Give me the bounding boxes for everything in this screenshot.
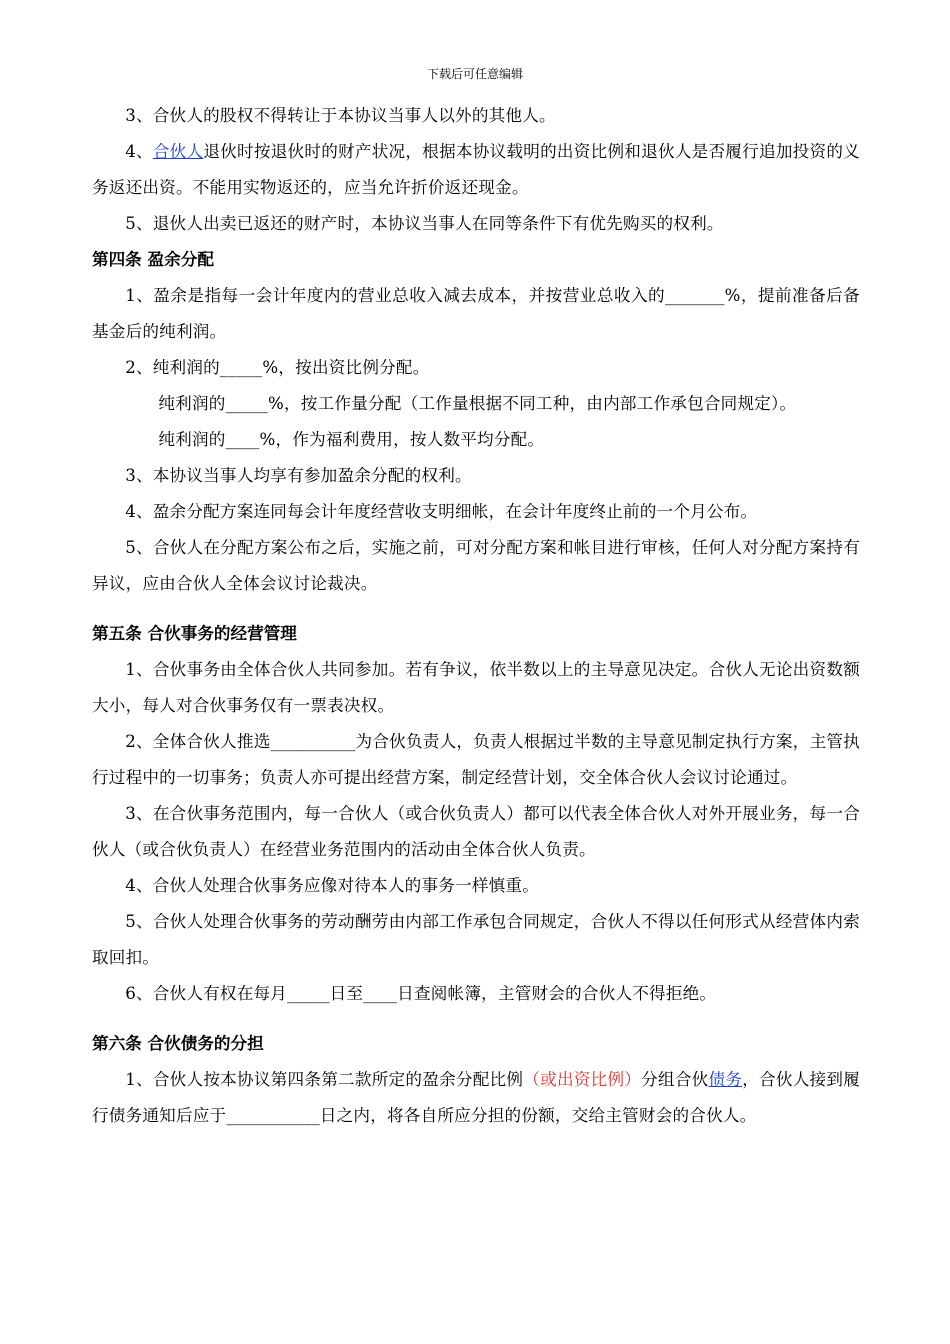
s4-paragraph-1: 1、盈余是指每一会计年度内的营业总收入减去成本，并按营业总收入的_______%，提前准备后备基金后的纯利润。 — [92, 286, 860, 341]
paragraph-text: ，合伙人接到履行债务通知后应于___________日之内，将各自所应分担的份额，交给主管财会的合伙人。 — [92, 1070, 861, 1125]
paragraph-5-preemption: 5、退伙人出卖已返还的财产时，本协议当事人在同等条件下有优先购买的权利。 — [125, 214, 724, 233]
s5-paragraph-2: 2、全体合伙人推选__________为合伙负责人，负责人根据过半数的主导意见制定执行方案，主管执行过程中的一切事务；负责人亦可提出经营方案，制定经营计划，交全体合伙人会议讨论通过。 — [92, 732, 860, 787]
s6-paragraph-1 — [92, 1062, 860, 1134]
section-heading-6: 第六条 合伙债务的分担 — [92, 1034, 264, 1053]
section-heading-5: 第五条 合伙事务的经营管理 — [92, 624, 297, 643]
paragraph-text: 1、合伙人按本协议第四条第二款所定的盈余分配比例 — [125, 1070, 524, 1089]
s5-paragraph-6: 6、合伙人有权在每月_____日至____日查阅帐簿，主管财会的合伙人不得拒绝。 — [125, 984, 717, 1003]
s4-paragraph-3: 纯利润的_____%，按工作量分配（工作量根据不同工种，由内部工作承包合同规定）。 — [158, 394, 797, 413]
s5-paragraph-1: 1、合伙事务由全体合伙人共同参加。若有争议，依半数以上的主导意见决定。合伙人无论出资数额大小，每人对合伙事务仅有一票表决权。 — [92, 660, 860, 715]
paragraph-text: 分组合伙 — [641, 1070, 709, 1089]
paragraph-4-withdrawal-refund — [92, 134, 860, 206]
red-note: （或出资比例） — [523, 1070, 642, 1089]
page-header: 下载后可任意编辑 — [426, 67, 523, 81]
s4-paragraph-7: 5、合伙人在分配方案公布之后，实施之前，可对分配方案和帐目进行审核，任何人对分配方案持有异议，应由合伙人全体会议讨论裁决。 — [92, 538, 860, 593]
s4-paragraph-5: 3、本协议当事人均享有参加盈余分配的权利。 — [125, 466, 472, 485]
document-body — [92, 98, 860, 1134]
s4-paragraph-4: 纯利润的____%，作为福利费用，按人数平均分配。 — [158, 430, 545, 449]
s4-paragraph-6: 4、盈余分配方案连同每会计年度经营收支明细帐，在会计年度终止前的一个月公布。 — [125, 502, 758, 521]
paragraph-3-equity-transfer: 3、合伙人的股权不得转让于本协议当事人以外的其他人。 — [125, 106, 556, 125]
partner-link[interactable]: 合伙人 — [152, 142, 204, 161]
list-number: 4、 — [125, 142, 153, 161]
s5-paragraph-4: 4、合伙人处理合伙事务应像对待本人的事务一样慎重。 — [125, 876, 539, 895]
debt-link[interactable]: 债务 — [708, 1070, 743, 1089]
paragraph-text: 退伙时按退伙时的财产状况，根据本协议载明的出资比例和退伙人是否履行追加投资的义务返还出资。不能用实物返还的，应当允许折价返还现金。 — [92, 142, 860, 197]
s5-paragraph-3: 3、在合伙事务范围内，每一合伙人（或合伙负责人）都可以代表全体合伙人对外开展业务，每一合伙人（或合伙负责人）在经营业务范围内的活动由全体合伙人负责。 — [92, 804, 860, 859]
s4-paragraph-2: 2、纯利润的_____%，按出资比例分配。 — [125, 358, 430, 377]
section-heading-4: 第四条 盈余分配 — [92, 250, 214, 269]
s5-paragraph-5: 5、合伙人处理合伙事务的劳动酬劳由内部工作承包合同规定，合伙人不得以任何形式从经营体内索取回扣。 — [92, 912, 860, 967]
